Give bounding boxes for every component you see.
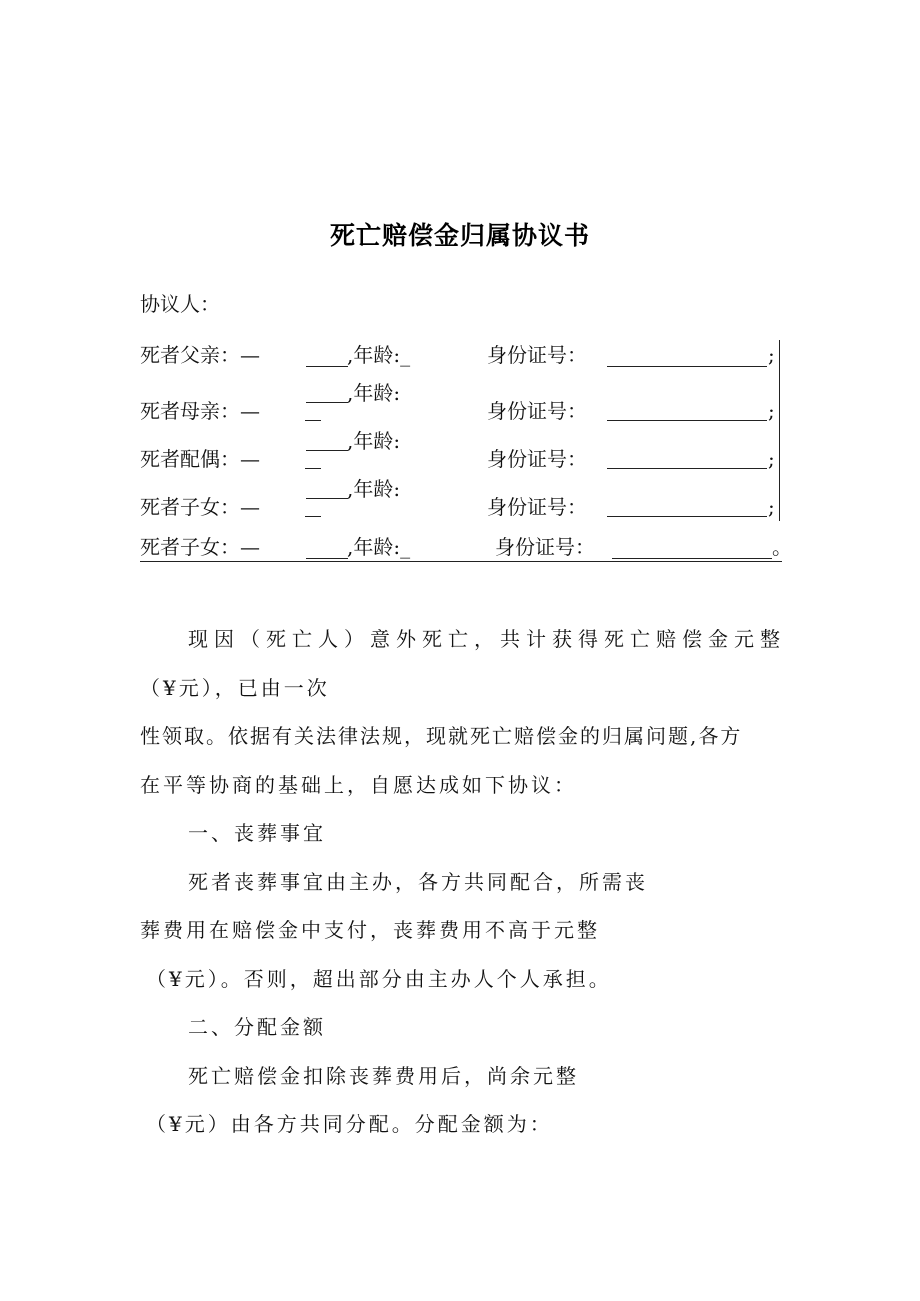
parties-heading: 协议人： [140,292,220,316]
age-label: ,年龄:_ [347,535,411,559]
party-role-label: 死者母亲：— [140,399,260,423]
section1-heading: 一、丧葬事宜 [188,821,326,845]
row-end-punct: ; [768,495,775,519]
age-label: ,年龄:_ [347,343,411,367]
name-blank [306,558,348,559]
para1-line3: 性领取。依据有关法律法规，现就死亡赔偿金的归属问题,各方 [140,724,743,748]
party-role-label: 死者子女：— [140,535,260,559]
id-blank [607,420,767,421]
para1-line4: 在平等协商的基础上，自愿达成如下协议： [140,773,577,797]
section1-line3: （¥元）。否则，超出部分由主办人个人承担。 [146,967,612,991]
id-blank [607,468,767,469]
name-blank [306,498,348,499]
age-blank [305,468,321,469]
name-blank [306,402,348,403]
row-end-punct: ; [768,399,775,423]
row-end-punct: 。 [772,535,792,559]
table-bottom-rule [140,561,782,562]
age-blank [305,516,321,517]
para1-line2: （¥元），已由一次 [140,676,330,700]
para1-line1: 现因（死亡人）意外死亡，共计获得死亡赔偿金元整 [188,627,786,651]
name-blank [306,366,348,367]
id-blank [607,516,767,517]
id-blank [612,558,772,559]
document-title: 死亡赔偿金归属协议书 [329,221,590,250]
age-label: ,年龄: [347,381,401,405]
id-label: 身份证号： [487,399,587,423]
row-end-punct: ; [768,447,775,471]
id-label: 身份证号： [495,535,595,559]
row-end-punct: ; [768,343,775,367]
id-label: 身份证号： [487,343,587,367]
section1-line2: 葬费用在赔偿金中支付，丧葬费用不高于元整 [140,918,600,942]
name-blank [306,450,348,451]
age-label: ,年龄: [347,477,401,501]
id-blank [607,366,767,367]
section2-line2: （¥元）由各方共同分配。分配金额为： [146,1112,553,1136]
section2-heading: 二、分配金额 [188,1015,326,1039]
section1-line1: 死者丧葬事宜由主办，各方共同配合，所需丧 [188,870,648,894]
party-role-label: 死者父亲：— [140,343,260,367]
section2-line1: 死亡赔偿金扣除丧葬费用后，尚余元整 [188,1064,579,1088]
id-label: 身份证号： [487,447,587,471]
id-label: 身份证号： [487,495,587,519]
party-role-label: 死者配偶：— [140,447,260,471]
age-blank [305,420,321,421]
table-right-border [779,340,780,521]
age-label: ,年龄: [347,429,401,453]
party-role-label: 死者子女：— [140,495,260,519]
